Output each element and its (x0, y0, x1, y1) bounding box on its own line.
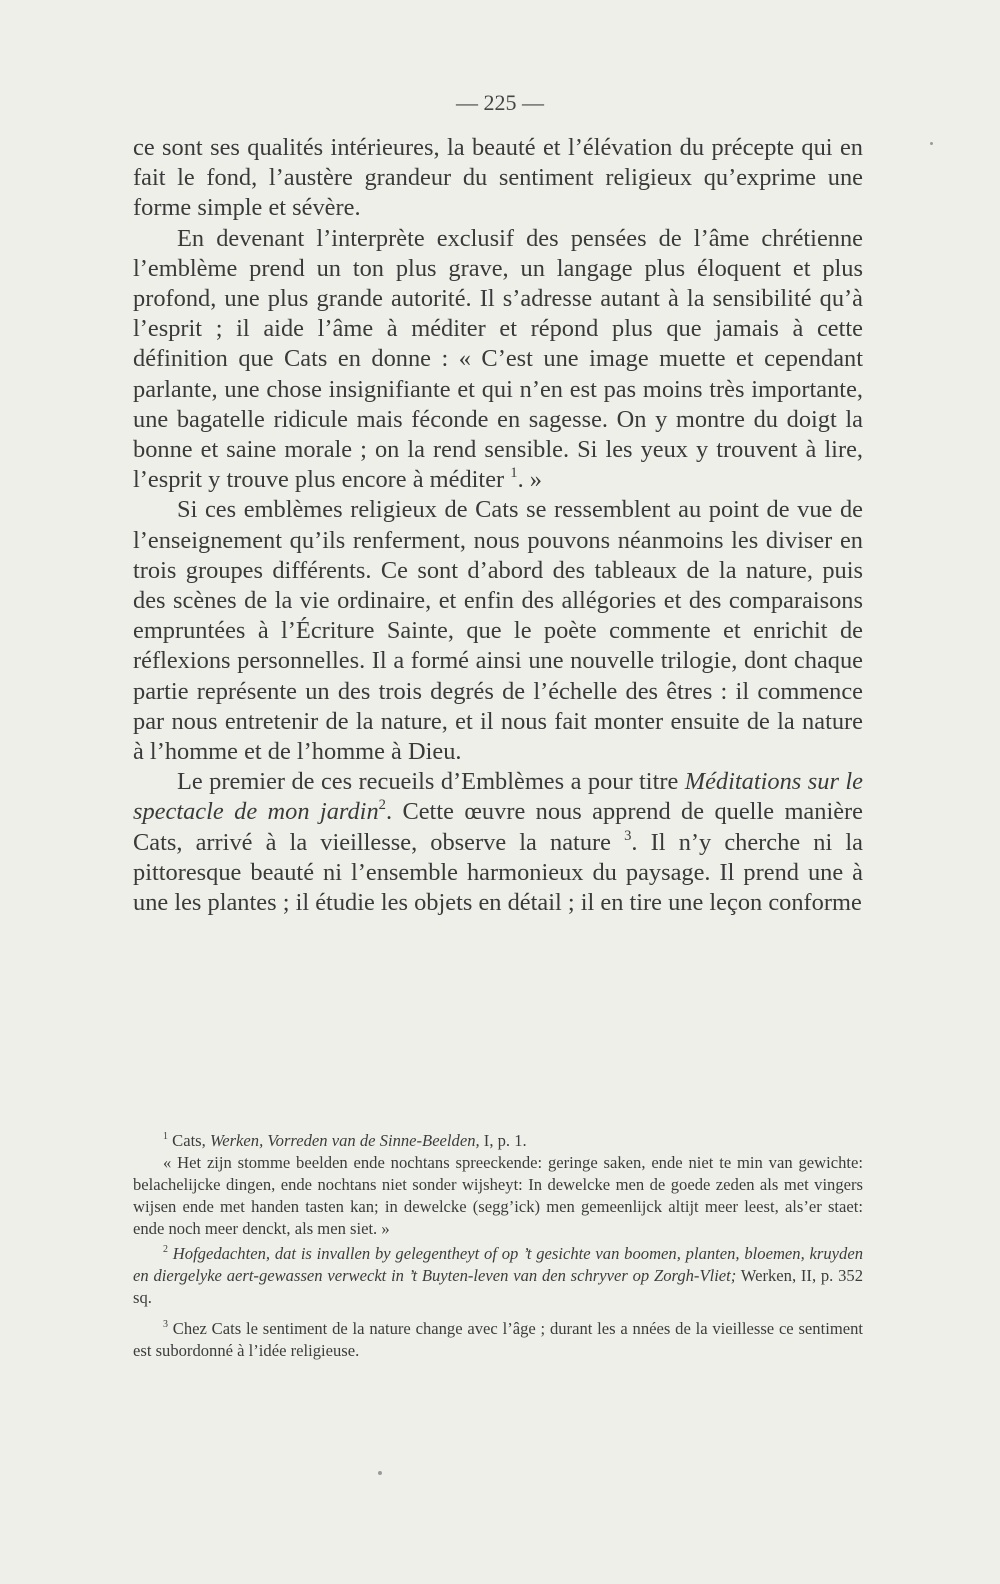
footnote-ref: 2 (378, 797, 386, 814)
footnote-ref: 3 (163, 1319, 168, 1331)
footnote-ref: 1 (510, 465, 518, 481)
body-text (133, 133, 863, 918)
footnote (133, 1318, 863, 1362)
paragraph (133, 495, 863, 767)
text-run: Cats, (167, 1131, 210, 1150)
text-run: Chez Cats le sentiment de la nature change avec l’âge ; durant les a nnées de la vieillesse ce sentiment est subordonné à l’idée religieuse. (133, 1319, 863, 1360)
italic-text: Méditations sur le spectacle de mon jardin (133, 768, 863, 826)
text-run: « Het zijn stomme beelden ende nochtans spreeckende: geringe saken, ende niet te min van gewichte: belachelijcke dingen, ende nochtans niet sonder wijsheyt: In dewelcke men de goede zeden als met vingers wijsen ende met handen tasten kan; in dewelcke (segg’ick) men gemeenlijck altijt meer leest, als’er staet: ende noch meer denckt, als men siet. » (133, 1153, 863, 1238)
paragraph (133, 224, 863, 496)
footnote (133, 1130, 863, 1152)
paragraph (133, 133, 863, 224)
footnote-ref: 3 (624, 827, 632, 844)
text-run: En devenant l’interprète exclusif des pensées de l’âme chrétienne l’emblème prend un ton plus grave, un langage plus éloquent et plus profond, une plus grande autorité. Il s’adresse autant à la sensibilité qu’à l’esprit ; il aide l’âme à méditer et répond plus que jamais à cette définition que Cats en donne : « C’est une image muette et cependant parlante, une chose insignifiante et qui n’en est pas moins très importante, une bagatelle ridicule mais féconde en sagesse. On y montre du doigt la bonne et saine morale ; on la rend sensible. Si les yeux y trouvent à lire, l’esprit y trouve plus encore à méditer (133, 224, 863, 494)
footnote (133, 1243, 863, 1309)
paper-speck (930, 142, 933, 145)
text-run: Si ces emblèmes religieux de Cats se ressemblent au point de vue de l’enseignement qu’ils renferment, nous pouvons néanmoins les diviser en trois groupes différents. Ce sont d’abord des tableaux de la nature, puis des scènes de la vie ordinaire, et enfin des allégories et des comparaisons empruntées à l’Écriture Sainte, que le poète commente et enrichit de réflexions personnelles. Il a formé ainsi une nouvelle trilogie, dont chaque partie représente un des trois degrés de l’échelle des êtres : il commence par nous entretenir de la nature, et il nous fait monter ensuite de la nature à l’homme et de l’homme à Dieu. (133, 496, 863, 766)
italic-text: Hofgedachten, dat is invallen by gelegentheyt of op ’t gesichte van boomen, planten, bloemen, kruyden en diergelyke aert-gewassen verweckt in ’t Buyten-leven van den schryver op Zorgh-Vliet; (133, 1244, 863, 1285)
text-run: Le premier de ces recueils d’Emblèmes a pour titre (177, 768, 685, 796)
footnotes (133, 1130, 863, 1362)
text-run: ce sont ses qualités intérieures, la beauté et l’élévation du précepte qui en fait le fond, l’austère grandeur du sentiment religieux qu’exprime une forme simple et sévère. (133, 134, 863, 222)
text-run: I, p. 1. (479, 1131, 527, 1150)
text-run: . » (517, 466, 542, 494)
page-number: — 225 — (456, 90, 544, 115)
italic-text: Werken, Vorreden van de Sinne-Beelden, (209, 1131, 480, 1150)
text-run: . Cette œuvre nous apprend de quelle manière Cats, arrivé à la vieillesse, observe la nature (133, 798, 863, 856)
text-run: Werken, II, p. 352 sq. (133, 1266, 863, 1307)
footnote-ref: 1 (163, 1131, 168, 1143)
paper-speck (378, 1471, 382, 1475)
paragraph (133, 767, 863, 918)
footnote-ref: 2 (163, 1244, 168, 1256)
footnote (133, 1152, 863, 1240)
text-run: . Il n’y cherche ni la pittoresque beauté ni l’ensemble harmonieux du paysage. Il prend une à une les plantes ; il étudie les objets en détail ; il en tire une leçon conforme (133, 828, 864, 917)
